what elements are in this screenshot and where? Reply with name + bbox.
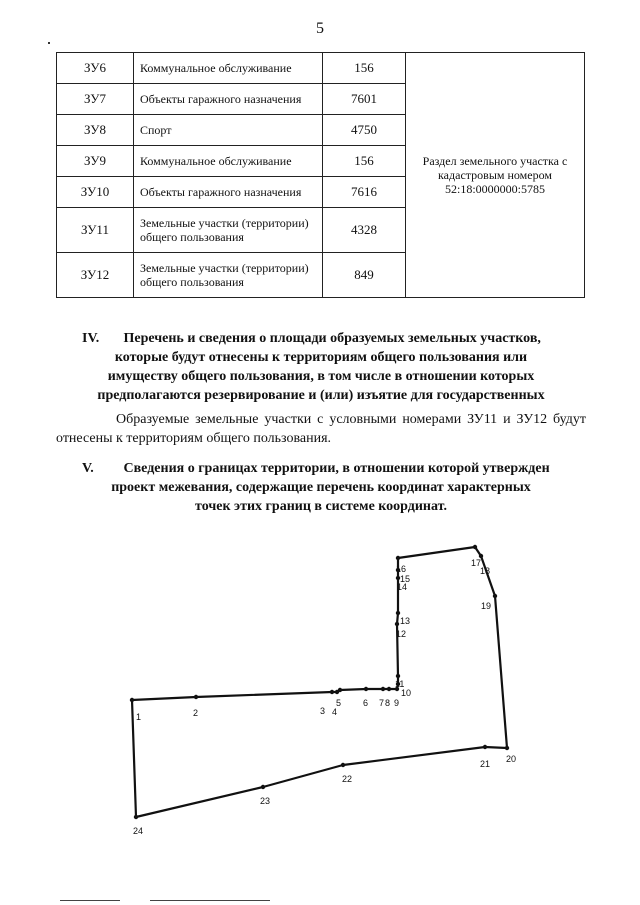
plot-use: Объекты гаражного назначения: [134, 84, 323, 115]
territory-boundary: [132, 547, 507, 817]
plot-code: ЗУ10: [57, 177, 134, 208]
plot-code: ЗУ7: [57, 84, 134, 115]
plot-code: ЗУ9: [57, 146, 134, 177]
plot-use: Объекты гаражного назначения: [134, 177, 323, 208]
boundary-point: [396, 556, 400, 560]
plot-use: Коммунальное обслуживание: [134, 53, 323, 84]
section-4-title-line: имуществу общего пользования, в том числе в отношении которых: [107, 369, 535, 384]
section-5-title-line: точек этих границ в системе координат.: [195, 499, 447, 514]
boundary-point-label: 6: [363, 698, 369, 708]
boundary-point-label: 14: [397, 582, 408, 592]
section-5-number: V.: [82, 461, 94, 476]
boundary-point: [261, 785, 265, 789]
section-4-title-line: предполагаются резервирование и (или) изъятие для государственных: [97, 388, 545, 403]
plot-use: Земельные участки (территории) общего пользования: [134, 208, 323, 253]
plot-use: Коммунальное обслуживание: [134, 146, 323, 177]
boundary-point: [341, 763, 345, 767]
partition-note: Раздел земельного участка с кадастровым номером 52:18:0000000:5785: [406, 53, 585, 298]
boundary-point-label: 2: [193, 708, 199, 718]
boundary-point-label: 1: [136, 712, 142, 722]
section-4-number: IV.: [82, 331, 100, 346]
boundary-point: [483, 745, 487, 749]
boundary-point: [364, 687, 368, 691]
boundary-point-label: 11: [395, 679, 405, 689]
boundary-point-label: 22: [342, 774, 353, 784]
boundary-point-label: 8: [385, 698, 391, 708]
boundary-point-label: 20: [506, 754, 517, 764]
boundary-point-label: 7: [379, 698, 385, 708]
plot-area: 7616: [323, 177, 406, 208]
boundary-point: [194, 695, 198, 699]
section-5-title-line: Сведения о границах территории, в отношении которой утвержден: [123, 461, 550, 476]
boundary-point-label: 15: [400, 574, 411, 584]
boundary-point-label: 23: [260, 796, 271, 806]
plot-area: 156: [323, 53, 406, 84]
page-number: 5: [316, 20, 324, 37]
section-5-title-line: проект межевания, содержащие перечень координат характерных: [111, 480, 531, 495]
boundary-point: [338, 688, 342, 692]
boundary-point-label: 3: [320, 706, 326, 716]
boundary-point-label: 5: [336, 698, 342, 708]
plot-area: 4328: [323, 208, 406, 253]
plot-use: Спорт: [134, 115, 323, 146]
boundary-point: [134, 815, 138, 819]
boundary-point: [381, 687, 385, 691]
boundary-point-label: 18: [480, 566, 491, 576]
boundary-point: [387, 687, 391, 691]
plot-area: 7601: [323, 84, 406, 115]
boundary-point-label: 19: [481, 601, 492, 611]
boundary-point-label: 10: [401, 688, 412, 698]
plot-use: Земельные участки (территории) общего пользования: [134, 253, 323, 298]
footer-rule: [150, 900, 270, 901]
boundary-point-label: 21: [480, 759, 491, 769]
boundary-point: [395, 622, 399, 626]
boundary-point: [330, 690, 334, 694]
boundary-point-label: 4: [332, 707, 338, 717]
plot-area: 156: [323, 146, 406, 177]
boundary-point-label: 24: [133, 826, 144, 836]
section-4-text: Образуемые земельные участки с условными номерами ЗУ11 и ЗУ12 будут отнесены к территориям общего пользования.: [56, 412, 586, 446]
plot-code: ЗУ6: [57, 53, 134, 84]
plot-area: 4750: [323, 115, 406, 146]
boundary-point: [493, 594, 497, 598]
plot-code: ЗУ11: [57, 208, 134, 253]
boundary-point: [396, 611, 400, 615]
boundary-point: [396, 674, 400, 678]
boundary-point-label: 17: [471, 558, 482, 568]
boundary-point-label: 13: [400, 616, 411, 626]
boundary-point-label: 9: [394, 698, 400, 708]
boundary-point: [473, 545, 477, 549]
boundary-point: [130, 698, 134, 702]
boundary-point: [505, 746, 509, 750]
boundary-point: [479, 554, 483, 558]
plot-code: ЗУ8: [57, 115, 134, 146]
boundary-point-label: 16: [396, 564, 407, 574]
plot-code: ЗУ12: [57, 253, 134, 298]
section-4-title-line: Перечень и сведения о площади образуемых земельных участков,: [123, 331, 541, 346]
boundary-point-label: 12: [396, 629, 407, 639]
section-4-title-line: которые будут отнесены к территориям общего пользования или: [114, 350, 528, 365]
footer-rule: [60, 900, 120, 901]
plot-area: 849: [323, 253, 406, 298]
